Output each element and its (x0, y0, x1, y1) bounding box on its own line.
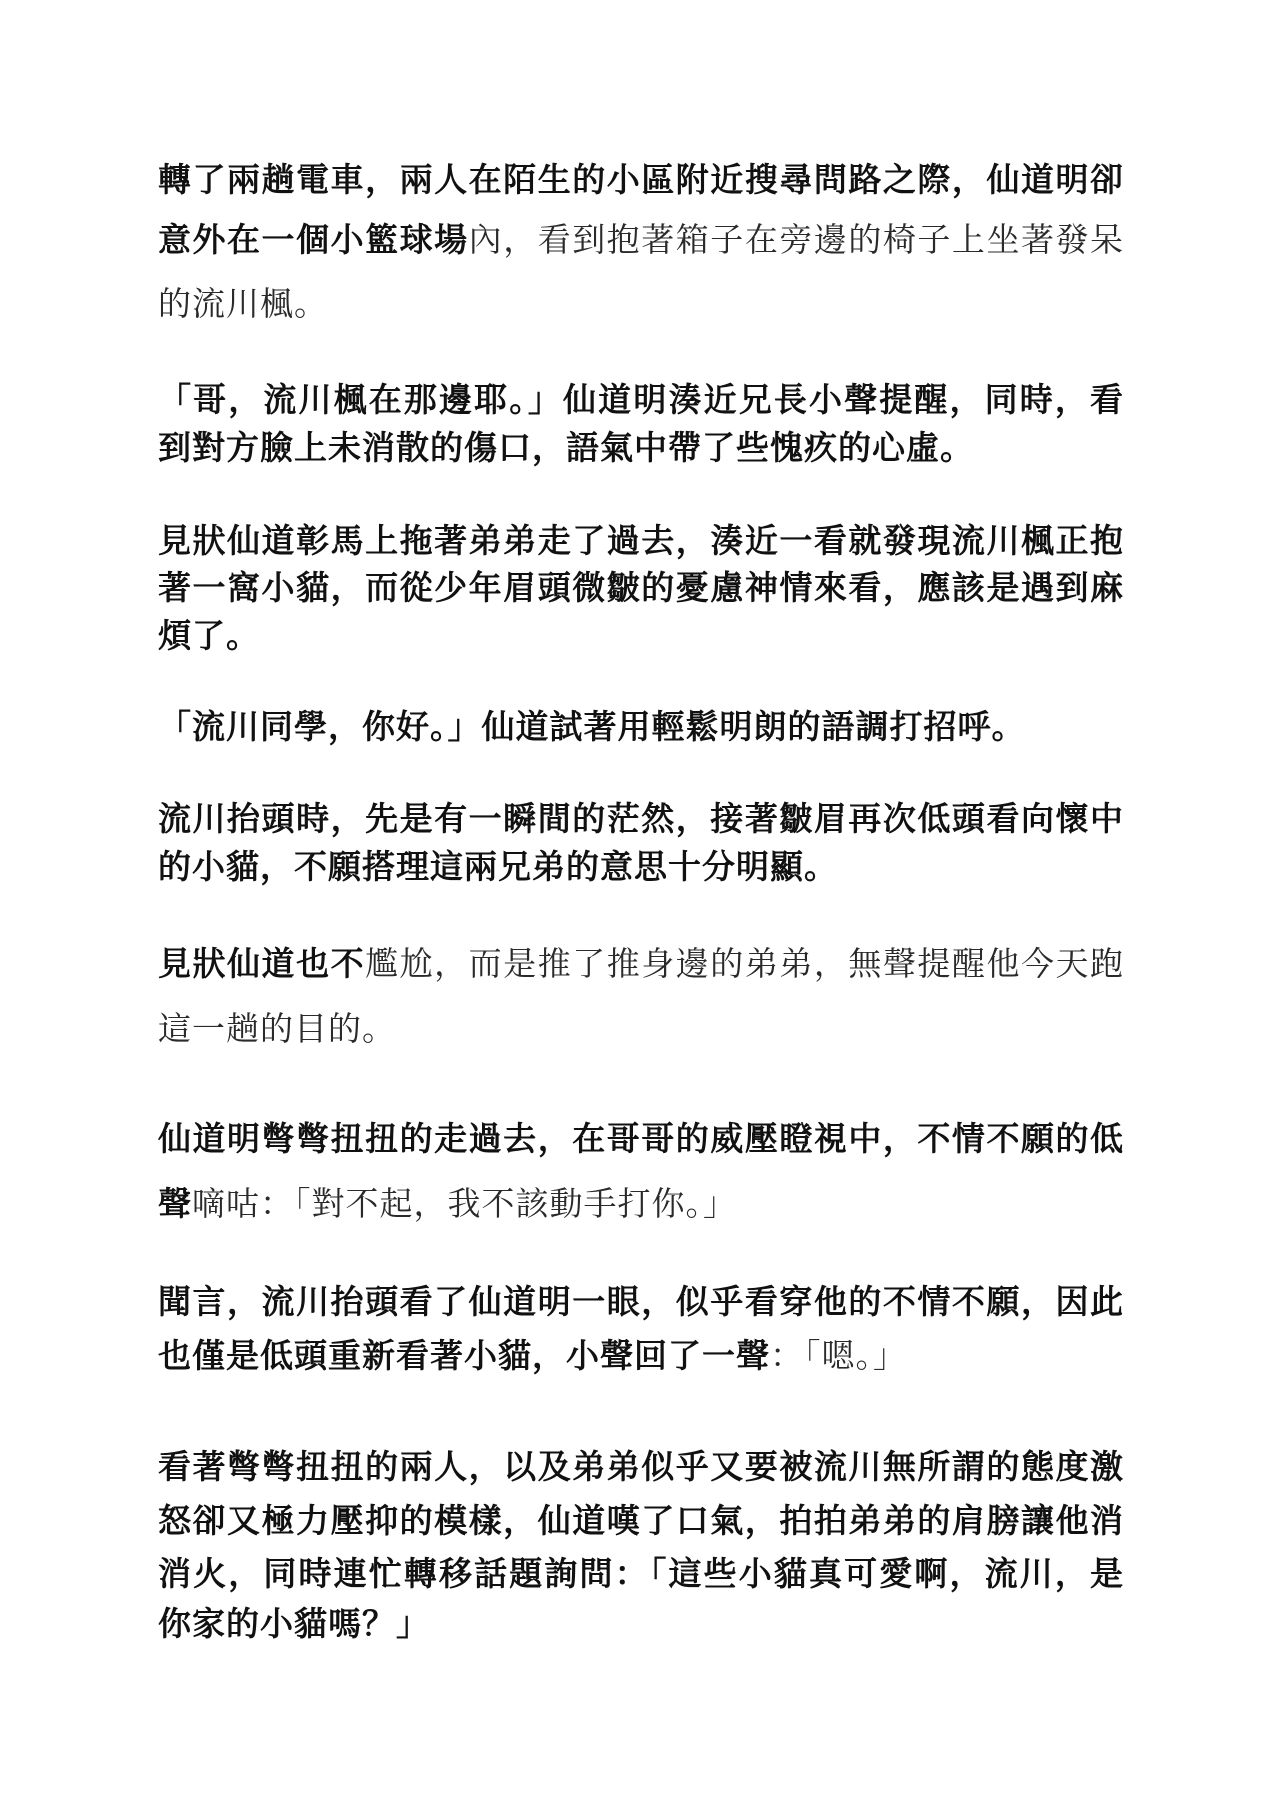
text-line (158, 1278, 1123, 1326)
text-line (158, 843, 1123, 891)
text-segment: 到對方臉上未消散的傷口，語氣中帶了些愧疚的心虛。 (158, 428, 974, 467)
text-segment: 聞言，流川抬頭看了仙道明一眼，似乎看穿他的不情不願，因此 (158, 1282, 1123, 1321)
text-line (158, 280, 1123, 328)
text-line (158, 1005, 1123, 1053)
text-line (158, 940, 1123, 988)
text-segment: 「流川同學，你好。」仙道試著用輕鬆明朗的語調打招呼。 (158, 707, 1026, 746)
text-line (158, 376, 1123, 424)
text-line (158, 703, 1123, 751)
text-segment: 煩了。 (158, 616, 260, 655)
text-segment: 見狀仙道也不 (158, 944, 366, 983)
text-line (158, 1550, 1123, 1598)
text-segment: 內，看到抱著箱子在旁邊的椅子上坐著發呆 (468, 220, 1124, 259)
text-line (158, 1443, 1123, 1491)
text-segment: 尷尬，而是推了推身邊的弟弟，無聲提醒他今天跑 (365, 944, 1124, 983)
text-segment: 嘀咕：「對不起，我不該動手打你。」 (192, 1184, 737, 1223)
text-segment: 著一窩小貓，而從少年眉頭微皺的憂慮神情來看，應該是遇到麻 (158, 568, 1123, 607)
text-segment: 的小貓，不願搭理這兩兄弟的意思十分明顯。 (158, 847, 838, 886)
text-segment: 聲 (158, 1184, 192, 1223)
text-segment: 你家的小貓嗎？」 (158, 1604, 430, 1643)
text-segment: 看著彆彆扭扭的兩人，以及弟弟似乎又要被流川無所謂的態度激 (158, 1447, 1123, 1486)
text-segment: 流川抬頭時，先是有一瞬間的茫然，接著皺眉再次低頭看向懷中 (158, 799, 1123, 838)
text-line (158, 216, 1123, 264)
text-line (158, 564, 1123, 612)
text-line (158, 156, 1123, 204)
text-line (158, 424, 1123, 472)
text-segment: 也僅是低頭重新看著小貓，小聲回了一聲 (158, 1336, 770, 1375)
text-line (158, 517, 1123, 565)
text-line (158, 1600, 1123, 1648)
text-line (158, 1115, 1123, 1163)
text-line (158, 1332, 1123, 1380)
text-line (158, 1497, 1123, 1545)
text-segment: 轉了兩趟電車，兩人在陌生的小區附近搜尋問路之際，仙道明卻 (158, 160, 1123, 199)
text-segment: 意外在一個小籃球場 (158, 220, 469, 259)
text-segment: 消火，同時連忙轉移話題詢問：「這些小貓真可愛啊，流川，是 (158, 1554, 1123, 1593)
text-line (158, 795, 1123, 843)
text-line (158, 612, 1123, 660)
text-segment: 仙道明彆彆扭扭的走過去，在哥哥的威壓瞪視中，不情不願的低 (158, 1119, 1123, 1158)
text-segment: 這一趟的目的。 (158, 1009, 396, 1048)
text-line (158, 1180, 1123, 1228)
text-segment: 見狀仙道彰馬上拖著弟弟走了過去，湊近一看就發現流川楓正抱 (158, 521, 1123, 560)
text-segment: 的流川楓。 (158, 284, 328, 323)
text-segment: ：「嗯。」 (770, 1336, 907, 1375)
text-segment: 「哥，流川楓在那邊耶。」仙道明湊近兄長小聲提醒，同時，看 (158, 380, 1123, 419)
text-segment: 怒卻又極力壓抑的模樣，仙道嘆了口氣，拍拍弟弟的肩膀讓他消 (158, 1501, 1123, 1540)
